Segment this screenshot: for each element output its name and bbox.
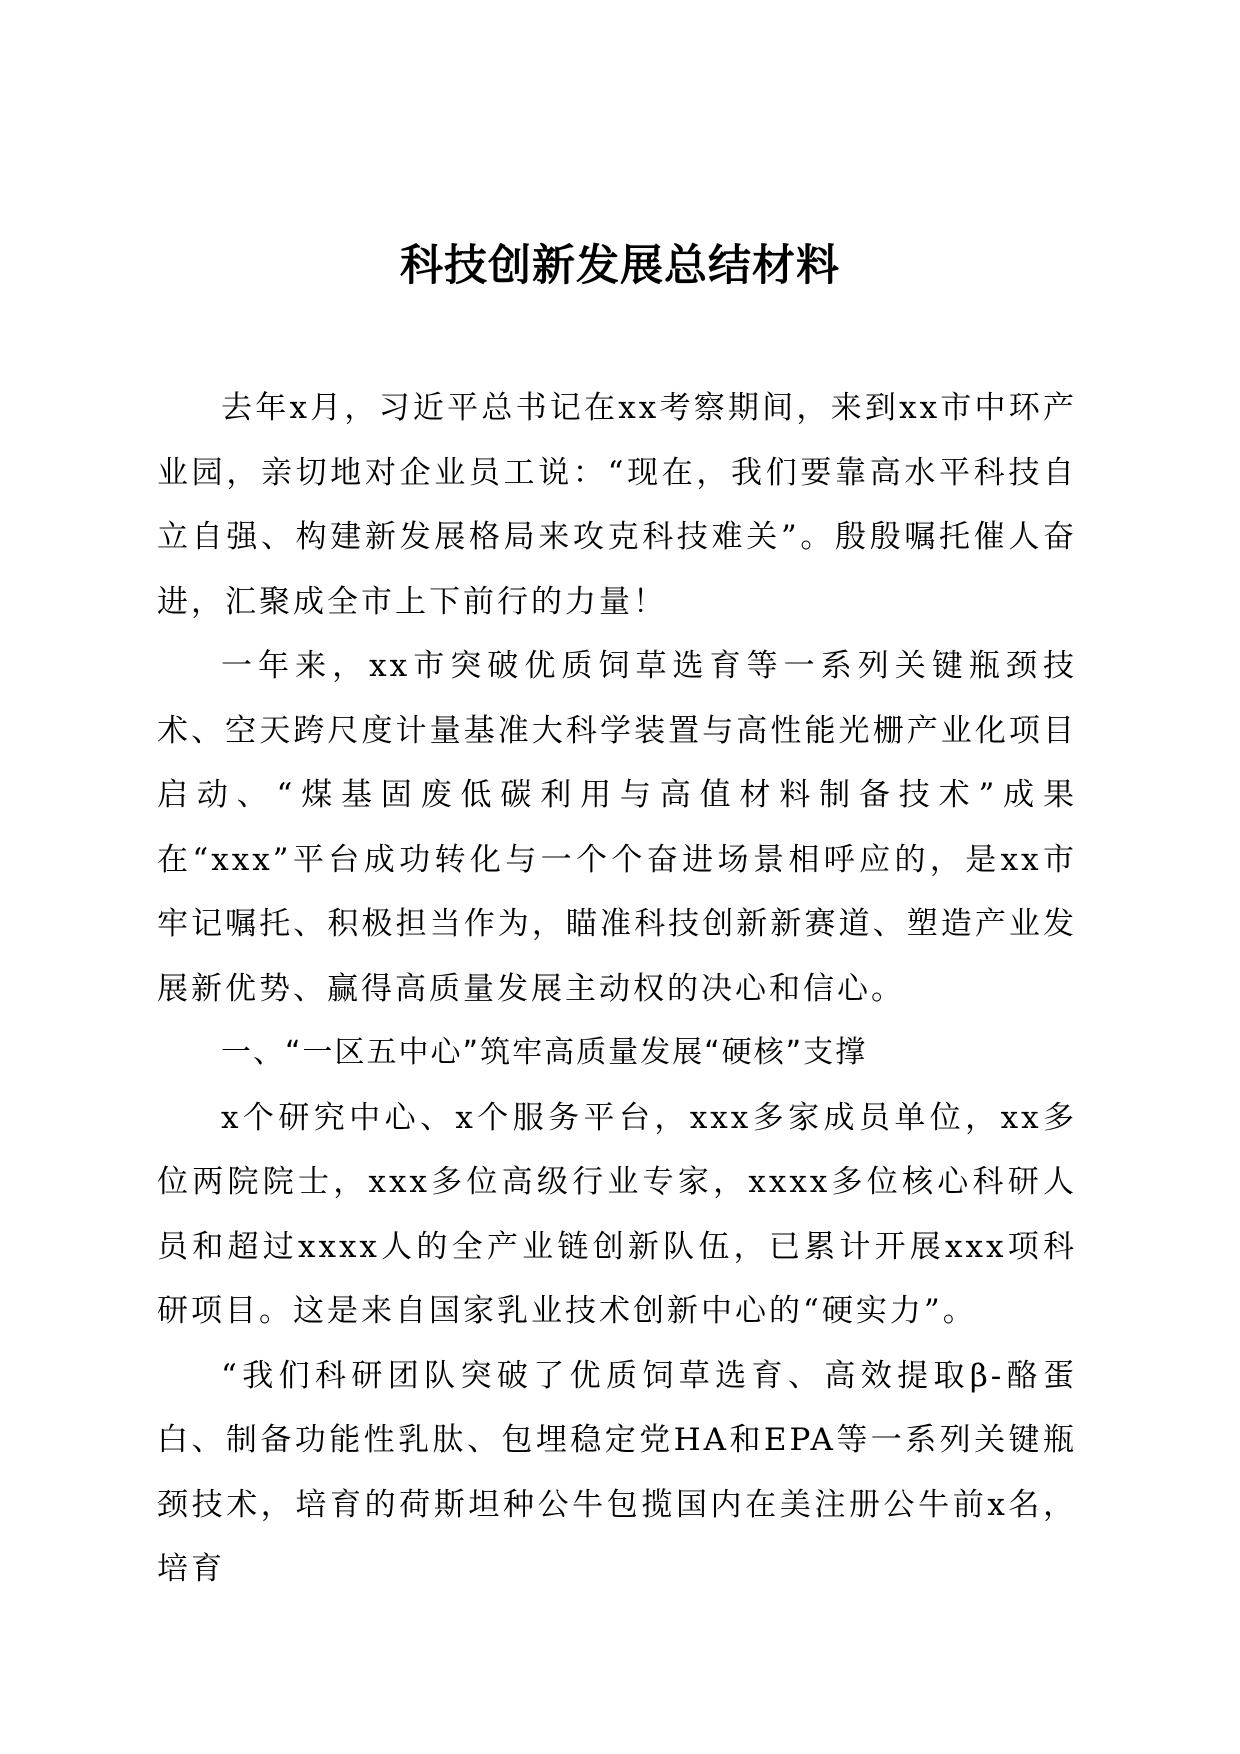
paragraph: x个研究中心、x个服务平台，xxx多家成员单位，xx多位两院院士，xxx多位高级行业专家，xxxx多位核心科研人员和超过xxxx人的全产业链创新队伍，已累计开展xxx项科研项目。这是来自国家乳业技术创新中心的“硬实力”。 (157, 1099, 1077, 1329)
document-title: 科技创新发展总结材料 (400, 241, 840, 291)
paragraph: “我们科研团队突破了优质饲草选育、高效提取β-酪蛋白、制备功能性乳肽、包埋稳定党HA和EPA等一系列关键瓶颈技术，培育的荷斯坦种公牛包揽国内在美注册公牛前x名，培育 (157, 1357, 1077, 1587)
section-heading: 一、“一区五中心”筑牢高质量发展“硬核”支撑 (221, 1035, 868, 1070)
paragraph: 去年x月，习近平总书记在xx考察期间，来到xx市中环产业园，亲切地对企业员工说：“现在，我们要靠高水平科技自立自强、构建新发展格局来攻克科技难关”。殷殷嘱托催人奋进，汇聚成全市上下前行的力量！ (157, 390, 1077, 620)
paragraph: 一年来，xx市突破优质饲草选育等一系列关键瓶颈技术、空天跨尺度计量基准大科学装置与高性能光栅产业化项目启动、“煤基固废低碳利用与高值材料制备技术”成果在“xxx”平台成功转化与一个个奋进场景相呼应的，是xx市牢记嘱托、积极担当作为，瞄准科技创新新赛道、塑造产业发展新优势、赢得高质量发展主动权的决心和信心。 (157, 648, 1077, 1007)
document-body (157, 376, 1077, 1602)
